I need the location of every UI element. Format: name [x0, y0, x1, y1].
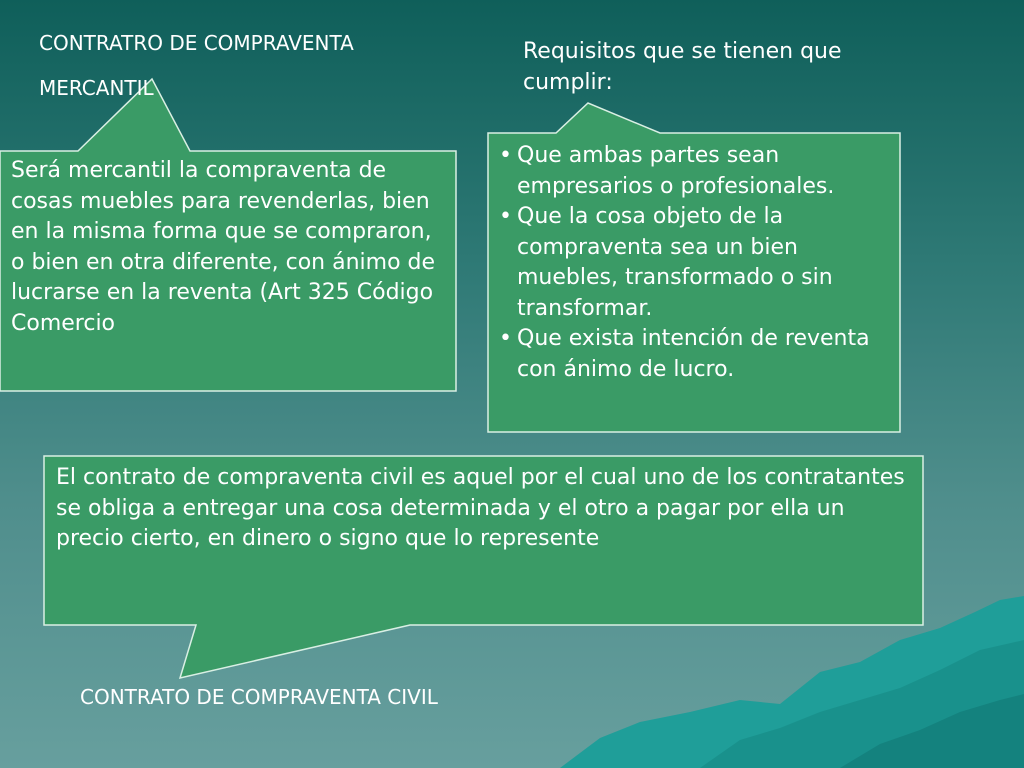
mercantil-title-line1: CONTRATRO DE COMPRAVENTA	[39, 31, 354, 55]
civil-title: CONTRATO DE COMPRAVENTA CIVIL	[80, 685, 438, 709]
requisito-item: • Que exista intención de reventa con ánimo de lucro.	[497, 324, 893, 385]
requisito-item: • Que la cosa objeto de la compraventa sea un bien muebles, transformado o sin transformar.	[497, 202, 893, 324]
mercantil-definition: Será mercantil la compraventa de cosas muebles para revenderlas, bien en la misma forma que se compraron, o bien en otra diferente, con ánimo de lucrarse en la reventa (Art 325 Código Comercio	[11, 158, 436, 336]
requisitos-list	[497, 141, 893, 385]
civil-definition: El contrato de compraventa civil es aquel por el cual uno de los contratantes se obliga a entregar una cosa determinada y el otro a pagar por ella un precio cierto, en dinero o signo que lo represente	[56, 465, 905, 551]
requisitos-list-wrapper	[497, 141, 893, 385]
requisitos-title: Requisitos que se tienen que cumplir:	[523, 39, 842, 95]
mercantil-title-line2: MERCANTIL	[39, 76, 154, 100]
requisito-item: • Que ambas partes sean empresarios o profesionales.	[497, 141, 893, 202]
